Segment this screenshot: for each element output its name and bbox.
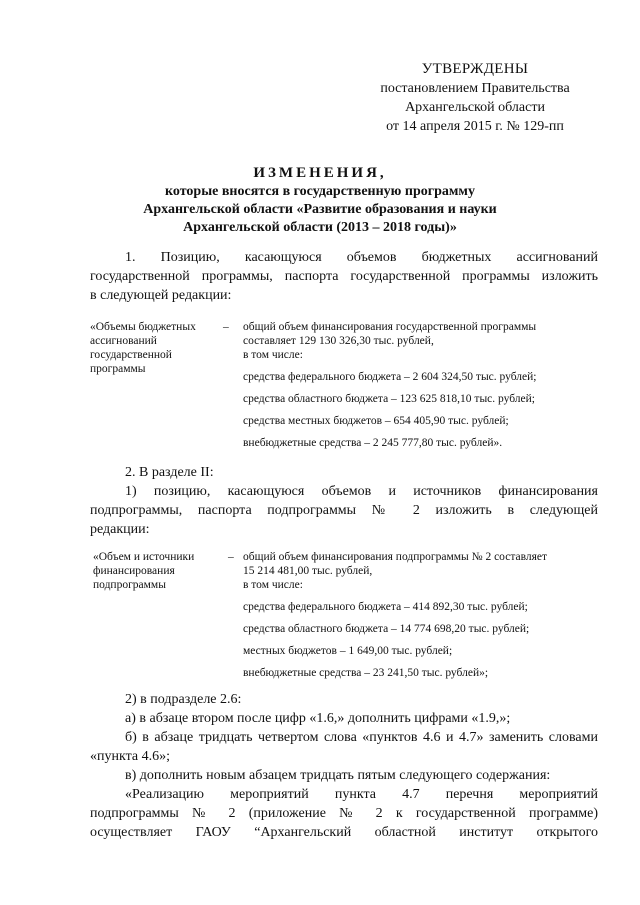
quote-line: «Реализацию мероприятий пункта 4.7 перечня мероприятий bbox=[125, 787, 598, 802]
section-1 bbox=[90, 248, 598, 305]
subsection-2-title: 2) в подразделе 2.6: bbox=[125, 692, 242, 707]
approval-title: УТВЕРЖДЕНЫ bbox=[421, 61, 529, 77]
table-2-including: в том числе: bbox=[243, 579, 303, 591]
section-2-line: подпрограммы, паспорта подпрограммы № 2 изложить в следующей bbox=[90, 503, 598, 518]
table-1-local: средства местных бюджетов – 654 405,90 тыс. рублей; bbox=[243, 415, 509, 427]
table-2-federal: средства федерального бюджета – 414 892,30 тыс. рублей; bbox=[243, 601, 528, 613]
subsection-2-item-c: в) дополнить новым абзацем тридцать пятым следующего содержания: bbox=[125, 768, 551, 783]
heading-title: ИЗМЕНЕНИЯ, bbox=[253, 165, 387, 181]
approval-block bbox=[340, 60, 610, 136]
section-1-line: государственной программы, паспорта государственной программы изложить bbox=[90, 269, 598, 284]
approval-line: от 14 апреля 2015 г. № 129-пп bbox=[386, 119, 564, 134]
subsection-2-item-b: «пункта 4.6»; bbox=[90, 749, 170, 764]
table-2-label: «Объем и источники финансирования подпрограммы bbox=[93, 551, 195, 591]
section-2-title: 2. В разделе II: bbox=[125, 465, 214, 480]
subsection-2 bbox=[90, 690, 598, 842]
subsection-2-item-a: а) в абзаце втором после цифр «1.6,» дополнить цифрами «1.9,»; bbox=[125, 711, 511, 726]
subsection-2-item-b: б) в абзаце тридцать четвертом слова «пунктов 4.6 и 4.7» заменить словами bbox=[125, 730, 598, 745]
section-1-line: в следующей редакции: bbox=[90, 288, 232, 303]
budget-table-2 bbox=[93, 550, 613, 690]
heading-line: Архангельской области «Развитие образования и науки bbox=[143, 202, 497, 217]
table-1-total: составляет 129 130 326,30 тыс. рублей, bbox=[243, 335, 434, 347]
section-2-line: редакции: bbox=[90, 522, 150, 537]
table-2-values bbox=[243, 550, 603, 680]
table-2-local: местных бюджетов – 1 649,00 тыс. рублей; bbox=[243, 645, 453, 657]
heading-line: которые вносятся в государственную программу bbox=[165, 184, 475, 199]
table-2-total: 15 214 481,00 тыс. рублей, bbox=[243, 565, 373, 577]
budget-table-1 bbox=[90, 320, 610, 460]
heading-line: Архангельской области (2013 – 2018 годы)» bbox=[183, 220, 457, 235]
quote-line: осуществляет ГАОУ “Архангельский областной институт открытого bbox=[90, 825, 598, 840]
quote-line: подпрограммы № 2 (приложение № 2 к государственной программе) bbox=[90, 806, 598, 821]
table-2-total: общий объем финансирования подпрограммы № 2 составляет bbox=[243, 551, 548, 563]
section-1-line: 1. Позицию, касающуюся объемов бюджетных ассигнований bbox=[125, 250, 598, 265]
approval-line: Архангельской области bbox=[405, 100, 545, 115]
table-1-extra: внебюджетные средства – 2 245 777,80 тыс. рублей». bbox=[243, 437, 503, 449]
table-1-federal: средства федерального бюджета – 2 604 324,50 тыс. рублей; bbox=[243, 371, 537, 383]
table-1-including: в том числе: bbox=[243, 349, 303, 361]
approval-line: постановлением Правительства bbox=[380, 81, 570, 96]
section-2-line: 1) позицию, касающуюся объемов и источников финансирования bbox=[125, 484, 598, 499]
table-1-values bbox=[243, 320, 603, 450]
document-heading bbox=[60, 163, 580, 237]
table-1-dash: – bbox=[223, 321, 229, 333]
table-2-regional: средства областного бюджета – 14 774 698,20 тыс. рублей; bbox=[243, 623, 530, 635]
table-2-extra: внебюджетные средства – 23 241,50 тыс. рублей»; bbox=[243, 667, 489, 679]
table-1-regional: средства областного бюджета – 123 625 818,10 тыс. рублей; bbox=[243, 393, 535, 405]
table-1-total: общий объем финансирования государственной программы bbox=[243, 321, 537, 333]
table-1-label: «Объемы бюджетных ассигнований государственной программы bbox=[90, 321, 196, 375]
section-2 bbox=[90, 463, 598, 539]
table-2-dash: – bbox=[228, 551, 234, 563]
